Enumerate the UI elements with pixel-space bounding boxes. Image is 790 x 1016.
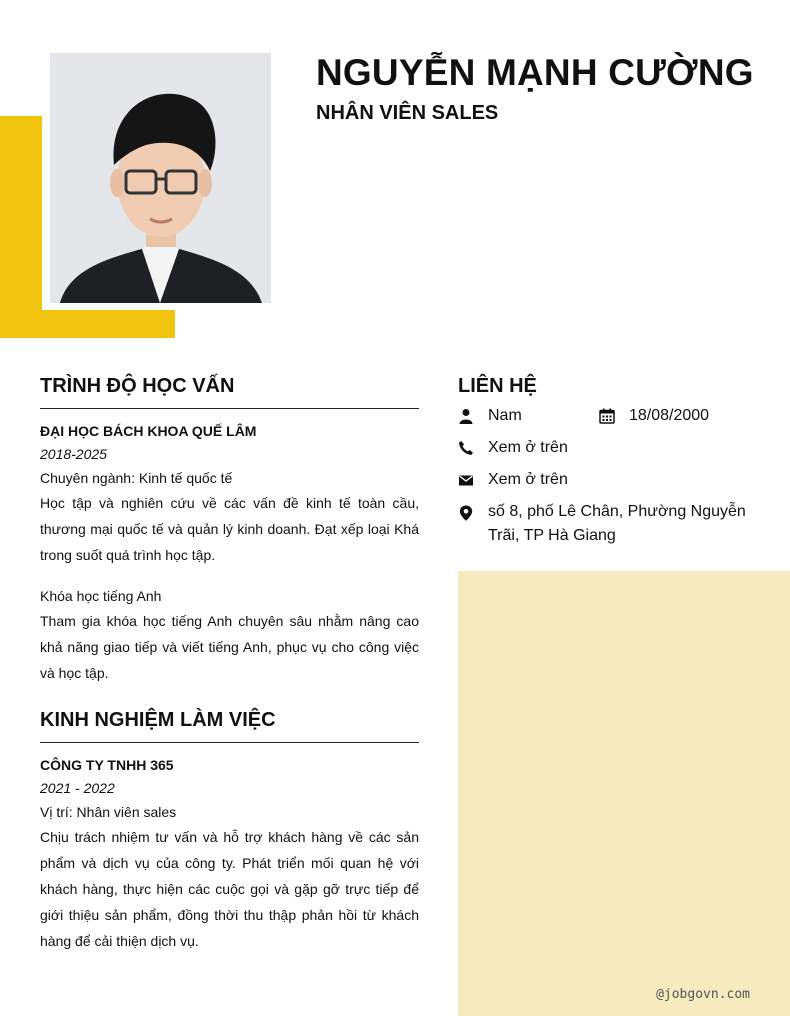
experience-dates: 2021 - 2022 <box>40 780 115 796</box>
job-title: NHÂN VIÊN SALES <box>316 102 499 124</box>
education-heading: TRÌNH ĐỘ HỌC VẤN <box>40 372 419 409</box>
email-value: Xem ở trên <box>488 471 568 488</box>
side-panel <box>458 571 790 1016</box>
profile-photo <box>50 53 271 303</box>
candidate-name: NGUYỄN MẠNH CƯỜNG <box>316 52 754 93</box>
phone-icon <box>458 440 474 456</box>
experience-position: Vị trí: Nhân viên sales <box>40 804 177 820</box>
course-description: Tham gia khóa học tiếng Anh chuyên sâu nhằm nâng cao khả năng giao tiếp và viết tiếng Anh, phục vụ cho công việc và học tập. <box>40 613 419 681</box>
education-major: Chuyên ngành: Kinh tế quốc tế <box>40 470 233 486</box>
envelope-icon <box>458 472 474 488</box>
portrait-illustration <box>50 53 271 303</box>
birthdate-value: 18/08/2000 <box>629 407 710 424</box>
person-icon <box>458 408 474 424</box>
left-column <box>40 372 419 954</box>
company-name: CÔNG TY TNHH 365 <box>40 757 174 773</box>
contact-heading: LIÊN HỆ <box>458 375 537 397</box>
course-title: Khóa học tiếng Anh <box>40 588 162 604</box>
accent-bar-vertical <box>0 116 42 338</box>
phone-value: Xem ở trên <box>488 439 568 456</box>
school-name: ĐẠI HỌC BÁCH KHOA QUẾ LÂM <box>40 423 257 439</box>
location-pin-icon <box>458 505 474 521</box>
experience-heading: KINH NGHIỆM LÀM VIỆC <box>40 706 419 743</box>
gender-value: Nam <box>488 407 522 424</box>
experience-description: Chịu trách nhiệm tư vấn và hỗ trợ khách hàng về các sản phẩm và dịch vụ của công ty. Phát triển mối quan hệ với khách hàng, thực hiện các cuộc gọi và gặp gỡ trực tiếp để giới thiệu sản phẩm, đồng thời thu thập phản hồi từ khách hàng để cải thiện dịch vụ. <box>40 829 419 949</box>
education-description: Học tập và nghiên cứu về các vấn đề kinh tế toàn cầu, thương mại quốc tế và quản lý kinh doanh. Đạt xếp loại Khá trong suốt quá trình học tập. <box>40 495 419 563</box>
calendar-icon <box>599 408 615 424</box>
accent-bar-horizontal <box>0 310 175 338</box>
address-value: số 8, phố Lê Chân, Phường Nguyễn Trãi, TP Hà Giang <box>488 503 746 544</box>
education-dates: 2018-2025 <box>40 446 107 462</box>
watermark: @jobgovn.com <box>656 987 750 1002</box>
